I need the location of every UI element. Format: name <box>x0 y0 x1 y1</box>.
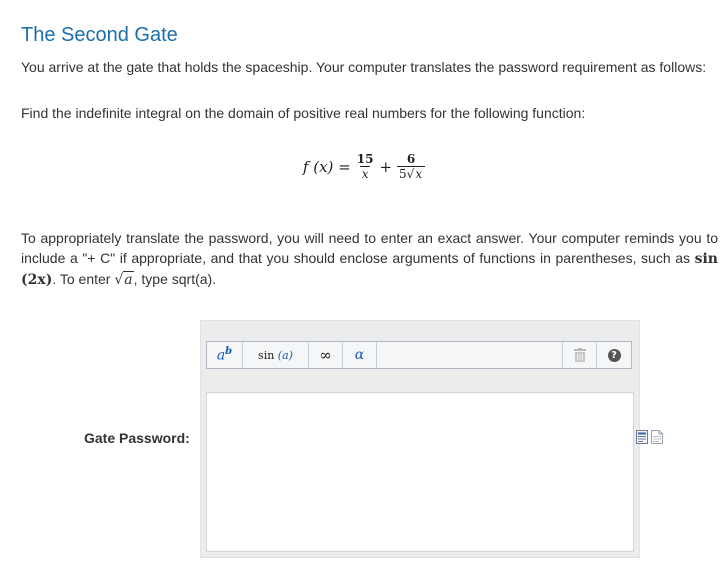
fraction-2-denominator <box>397 166 425 181</box>
formula-fraction-2 <box>397 152 425 181</box>
preview-icon[interactable] <box>636 430 648 444</box>
hint-part-1: To appropriately translate the password, you will need to enter an exact answer. Your computer reminds you to include a "+ C" if appropriate, and that you should enclose arguments of functions in parentheses, such as <box>21 230 718 266</box>
toolbar-spacer <box>377 342 563 368</box>
intro-paragraph: You arrive at the gate that holds the spaceship. Your computer translates the password requirement as follows: <box>21 59 707 75</box>
infinity-icon: ∞ <box>319 346 332 364</box>
math-editor <box>200 320 640 558</box>
clear-button[interactable] <box>563 342 597 368</box>
infinity-button[interactable] <box>309 342 343 368</box>
sqrt-radicand: x <box>415 167 423 181</box>
trash-icon <box>573 348 587 363</box>
formula-fraction-1 <box>356 152 375 181</box>
gate-password-label: Gate Password: <box>84 430 190 446</box>
hint-example-math: sin (2x) <box>21 251 718 288</box>
instruction-paragraph: Find the indefinite integral on the domain of positive real numbers for the following function: <box>21 105 586 121</box>
page-title: The Second Gate <box>21 24 178 46</box>
fraction-1-numerator: 15 <box>356 152 374 166</box>
function-formula <box>0 152 728 181</box>
help-button[interactable] <box>597 342 631 368</box>
help-icon: ? <box>608 349 621 362</box>
function-icon: sin (a) <box>258 348 293 362</box>
sin-function-button[interactable] <box>243 342 309 368</box>
exponent-icon: $a^b$ <box>216 346 233 364</box>
side-icons <box>636 430 663 444</box>
hint-sqrt: √a <box>114 272 133 288</box>
hint-part-3: , type sqrt(a). <box>133 271 217 287</box>
fraction-2-coefficient: 5 <box>399 167 407 181</box>
exponent-button[interactable] <box>207 342 243 368</box>
formula-operator: + <box>379 157 393 176</box>
hint-paragraph <box>21 228 718 290</box>
hint-sqrt-radicand: a <box>124 272 133 288</box>
fraction-1-denominator: x <box>361 167 369 181</box>
hint-part-2: . To enter <box>52 271 111 287</box>
greek-letters-button[interactable] <box>343 342 377 368</box>
gate-password-input[interactable] <box>206 392 634 552</box>
sqrt-symbol: √x <box>406 167 423 181</box>
document-icon[interactable] <box>651 430 663 444</box>
fraction-2-numerator: 6 <box>406 152 416 166</box>
math-toolbar <box>206 341 632 369</box>
alpha-icon: α <box>354 347 365 363</box>
formula-lhs: f (x) = <box>302 157 351 176</box>
